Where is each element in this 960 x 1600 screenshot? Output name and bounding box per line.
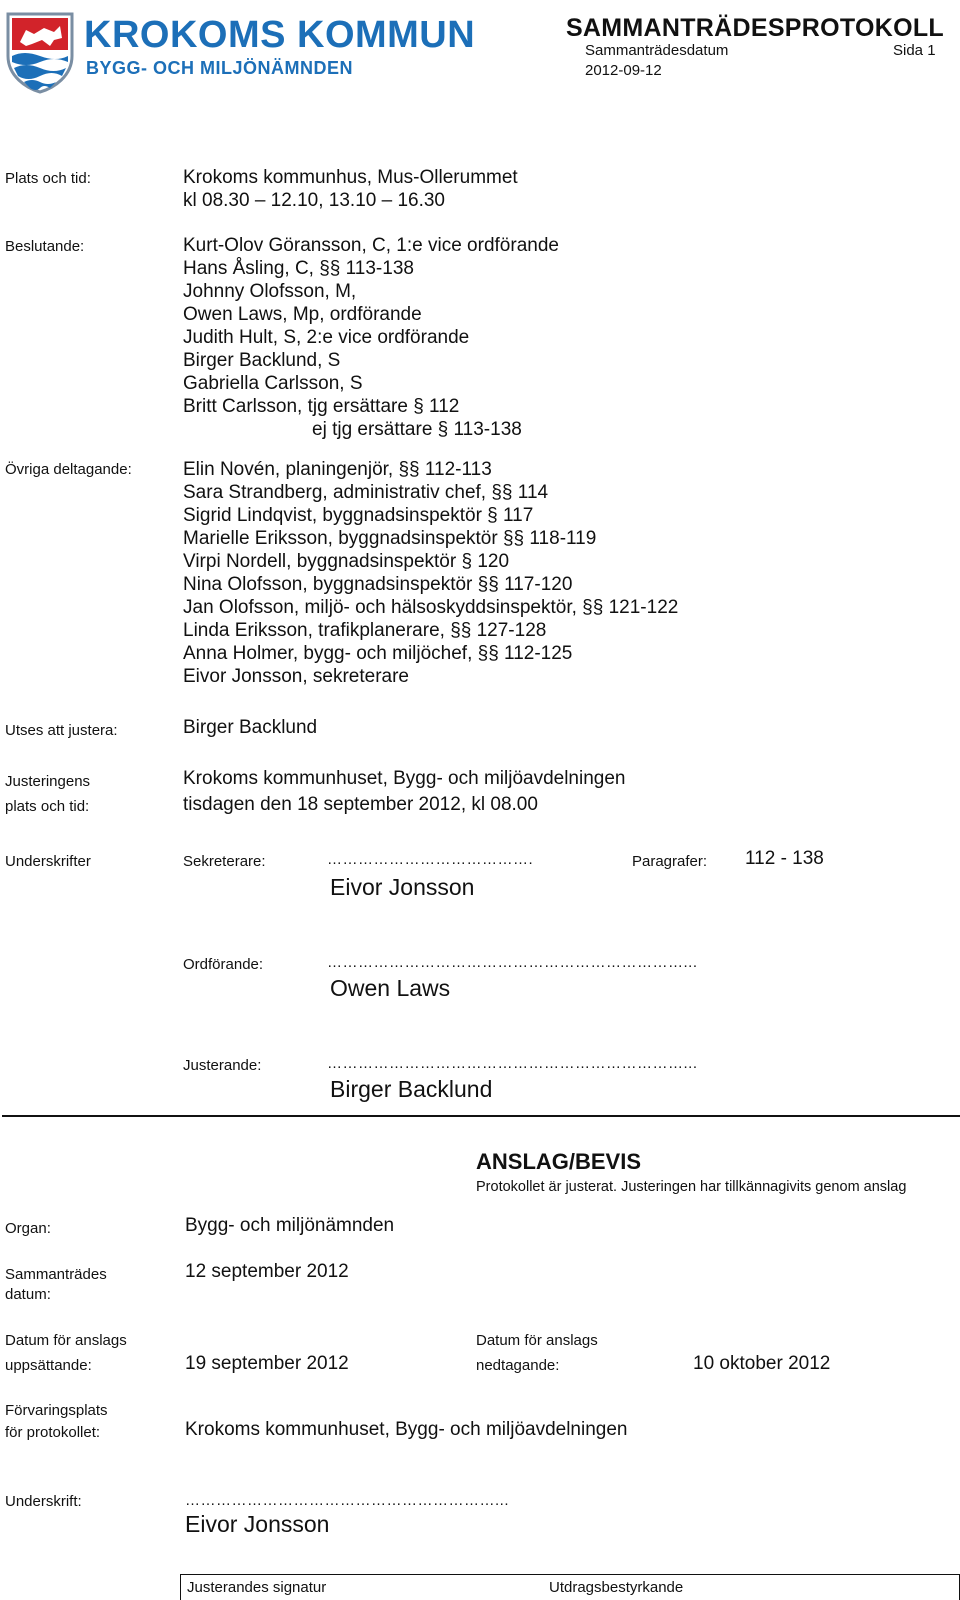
paragraphs-value: 112 - 138	[745, 848, 824, 869]
posted-date-value: 19 september 2012	[185, 1353, 349, 1374]
extract-certifier-label: Utdragsbestyrkande	[549, 1579, 684, 1596]
decider-item: Birger Backlund, S	[183, 350, 341, 371]
posted-date-label-1: Datum för anslags	[5, 1332, 127, 1349]
participant-item: Sigrid Lindqvist, byggnadsinspektör § 117	[183, 505, 534, 526]
adjustment-place: Krokoms kommunhuset, Bygg- och miljöavdelningen	[183, 768, 626, 789]
adjuster-name: Birger Backlund	[183, 717, 318, 738]
decider-item: Owen Laws, Mp, ordförande	[183, 304, 422, 325]
adjuster-sign-name: Birger Backlund	[330, 1076, 493, 1102]
paragraphs-label: Paragrafer:	[632, 853, 708, 870]
meeting-date-label-2: datum:	[5, 1286, 51, 1303]
organ-label: Organ:	[5, 1220, 51, 1237]
chair-name: Owen Laws	[330, 975, 451, 1001]
removed-date-label-2: nedtagande:	[476, 1357, 560, 1374]
org-unit: BYGG- OCH MILJÖNÄMNDEN	[86, 58, 353, 78]
meeting-date-value: 12 september 2012	[185, 1261, 349, 1282]
posted-date-label-2: uppsättande:	[5, 1357, 92, 1374]
page-number: Sida 1	[893, 42, 936, 59]
participant-item: Anna Holmer, bygg- och miljöchef, §§ 112-125	[183, 643, 573, 664]
participant-item: Marielle Eriksson, byggnadsinspektör §§ 118-119	[183, 528, 597, 549]
decider-item: Hans Åsling, C, §§ 113-138	[183, 258, 414, 279]
notice-subtitle: Protokollet är justerat. Justeringen har tillkännagivits genom anslag	[476, 1179, 907, 1195]
deciders-label: Beslutande:	[5, 238, 85, 255]
secretary-label: Sekreterare:	[183, 853, 266, 870]
participant-item: Nina Olofsson, byggnadsinspektör §§ 117-120	[183, 574, 573, 595]
meeting-date-label: Sammanträdesdatum	[585, 42, 729, 59]
chair-signature-line: ……………………………………………………………...	[327, 954, 698, 971]
notice-title: ANSLAG/BEVIS	[476, 1149, 642, 1174]
others-label: Övriga deltagande:	[5, 461, 132, 478]
participant-item: Sara Strandberg, administrativ chef, §§ 114	[183, 482, 549, 503]
participant-item: Elin Novén, planingenjör, §§ 112-113	[183, 459, 492, 480]
signature-line: ……………………………………………………...	[185, 1492, 510, 1509]
time-line: kl 08.30 – 12.10, 13.10 – 16.30	[183, 190, 445, 211]
document-title: SAMMANTRÄDESPROTOKOLL	[565, 14, 944, 42]
adjustment-label-2: plats och tid:	[5, 798, 90, 815]
adjustment-label: Justeringens	[5, 773, 91, 790]
removed-date-value: 10 oktober 2012	[693, 1353, 831, 1374]
meeting-date-label-1: Sammanträdes	[5, 1266, 107, 1283]
meeting-date: 2012-09-12	[585, 62, 662, 79]
participant-item: Jan Olofsson, miljö- och hälsoskyddsinspektör, §§ 121-122	[183, 597, 679, 618]
decider-item: Kurt-Olov Göransson, C, 1:e vice ordförande	[183, 235, 559, 256]
adjusters-signature-label: Justerandes signatur	[187, 1579, 327, 1596]
storage-label-2: för protokollet:	[5, 1424, 101, 1441]
decider-item: Johnny Olofsson, M,	[183, 281, 357, 302]
participant-item: Linda Eriksson, trafikplanerare, §§ 127-128	[183, 620, 547, 641]
removed-date-label-1: Datum för anslags	[476, 1332, 598, 1349]
participant-item: Virpi Nordell, byggnadsinspektör § 120	[183, 551, 510, 572]
place-label: Plats och tid:	[5, 170, 91, 187]
decider-item: Britt Carlsson, tjg ersättare § 112	[183, 396, 460, 417]
adjuster-signature-line: ……………………………………………………………...	[327, 1055, 698, 1072]
storage-label-1: Förvaringsplats	[5, 1402, 108, 1419]
chair-label: Ordförande:	[183, 956, 264, 973]
storage-value: Krokoms kommunhuset, Bygg- och miljöavdelningen	[185, 1419, 628, 1440]
signatures-label: Underskrifter	[5, 853, 91, 870]
secretary-signature-line: ………………………………….	[327, 851, 534, 868]
signature-label: Underskrift:	[5, 1493, 82, 1510]
section-divider	[2, 1115, 960, 1117]
decider-item: Judith Hult, S, 2:e vice ordförande	[183, 327, 470, 348]
signature-name: Eivor Jonsson	[185, 1511, 330, 1537]
org-name: KROKOMS KOMMUN	[84, 14, 476, 56]
footer-signature-box	[180, 1574, 960, 1600]
decider-item: ej tjg ersättare § 113-138	[312, 419, 522, 440]
coat-of-arms-icon	[4, 10, 76, 94]
secretary-name: Eivor Jonsson	[330, 874, 475, 900]
adjuster-sign-label: Justerande:	[183, 1057, 262, 1074]
place-line: Krokoms kommunhus, Mus-Ollerummet	[183, 167, 518, 188]
decider-item: Gabriella Carlsson, S	[183, 373, 363, 394]
participant-item: Eivor Jonsson, sekreterare	[183, 666, 409, 687]
municipality-logo	[4, 8, 476, 94]
organ-value: Bygg- och miljönämnden	[185, 1215, 395, 1236]
adjustment-time: tisdagen den 18 september 2012, kl 08.00	[183, 794, 538, 815]
adjuster-label: Utses att justera:	[5, 722, 118, 739]
